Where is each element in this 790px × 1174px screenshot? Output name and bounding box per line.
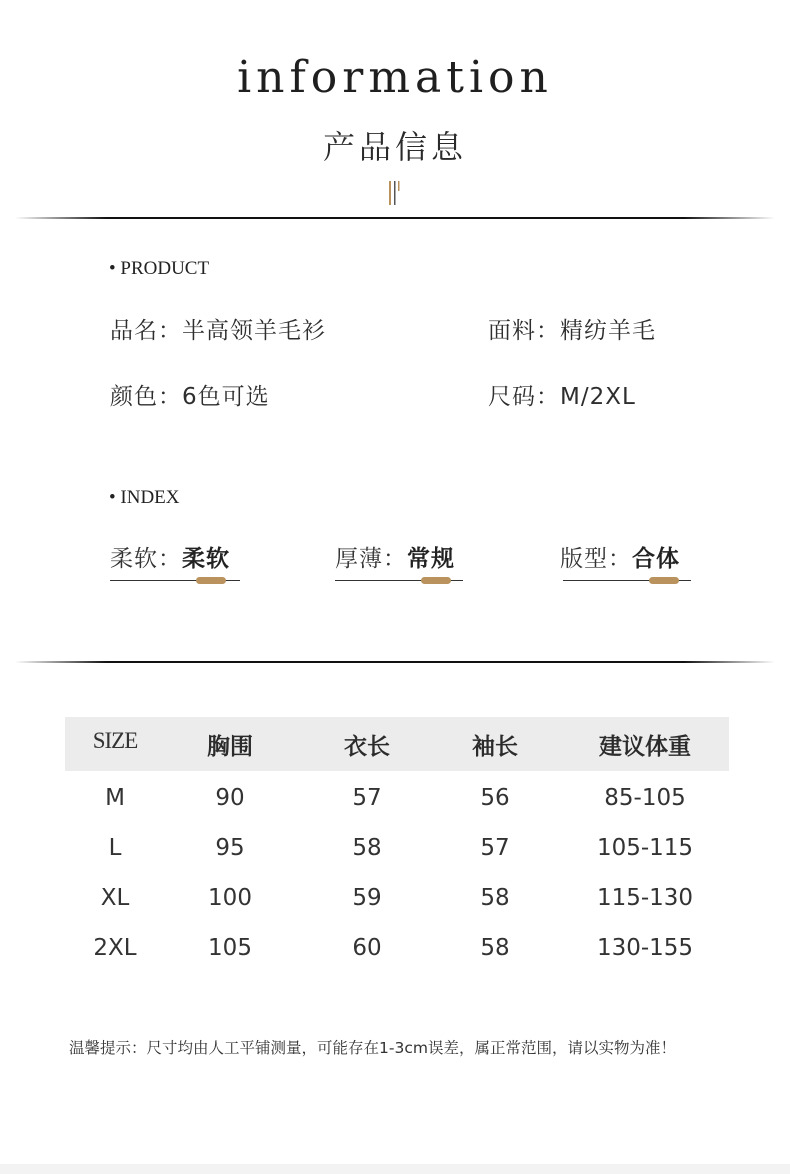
table-cell-size: XL (100, 885, 130, 911)
index-section-label: • INDEX (109, 487, 180, 508)
product-fabric: 面料：精纺羊毛 (488, 318, 656, 344)
index-value-softness: 柔软 (182, 546, 230, 572)
page-title-chinese: 产品信息 (322, 128, 467, 166)
size-table-header-chest: 胸围 (207, 734, 253, 760)
table-cell-weight: 130-155 (596, 935, 694, 961)
table-cell-length: 59 (352, 885, 382, 911)
table-cell-sleeve: 58 (480, 885, 510, 911)
table-cell-chest: 90 (215, 785, 245, 811)
index-label-thickness: 厚薄： (335, 546, 407, 572)
table-cell-weight: 105-115 (596, 835, 694, 861)
table-cell-size: M (105, 785, 125, 811)
table-cell-sleeve: 58 (480, 935, 510, 961)
index-marker-fit (649, 577, 679, 584)
table-cell-sleeve: 57 (480, 835, 510, 861)
middle-divider (15, 661, 775, 663)
size-table-header-weight: 建议体重 (599, 734, 691, 760)
size-table-header-size: SIZE (92, 728, 138, 753)
page-title-english: information (237, 52, 553, 103)
top-divider (15, 217, 775, 219)
index-item-thickness (335, 540, 465, 590)
footer-band (0, 1164, 790, 1174)
index-item-softness (110, 540, 240, 590)
table-cell-size: L (108, 835, 122, 861)
product-section-label: • PRODUCT (109, 258, 210, 279)
index-value-thickness: 常规 (407, 546, 455, 572)
table-cell-chest: 100 (208, 885, 252, 911)
table-cell-length: 58 (352, 835, 382, 861)
table-cell-sleeve: 56 (480, 785, 510, 811)
table-cell-size: 2XL (93, 935, 137, 961)
decorative-bars-icon (388, 181, 402, 205)
size-table-header-sleeve: 袖长 (472, 734, 518, 760)
index-value-fit: 合体 (632, 546, 680, 572)
table-cell-chest: 105 (208, 935, 252, 961)
index-marker-thickness (421, 577, 451, 584)
table-cell-length: 60 (352, 935, 382, 961)
measurement-note: 温馨提示：尺寸均由人工平铺测量，可能存在1-3cm误差，属正常范围，请以实物为准！ (69, 1039, 676, 1057)
table-cell-chest: 95 (215, 835, 245, 861)
table-cell-weight: 115-130 (596, 885, 694, 911)
product-color: 颜色：6色可选 (110, 384, 270, 410)
product-name: 品名：半高领羊毛衫 (110, 318, 326, 344)
index-item-fit (560, 540, 692, 590)
product-size: 尺码：M/2XL (488, 384, 636, 410)
index-label-fit: 版型： (560, 546, 632, 572)
size-table-header-length: 衣长 (344, 734, 390, 760)
table-cell-weight: 85-105 (604, 785, 686, 811)
index-marker-softness (196, 577, 226, 584)
index-label-softness: 柔软： (110, 546, 182, 572)
table-cell-length: 57 (352, 785, 382, 811)
